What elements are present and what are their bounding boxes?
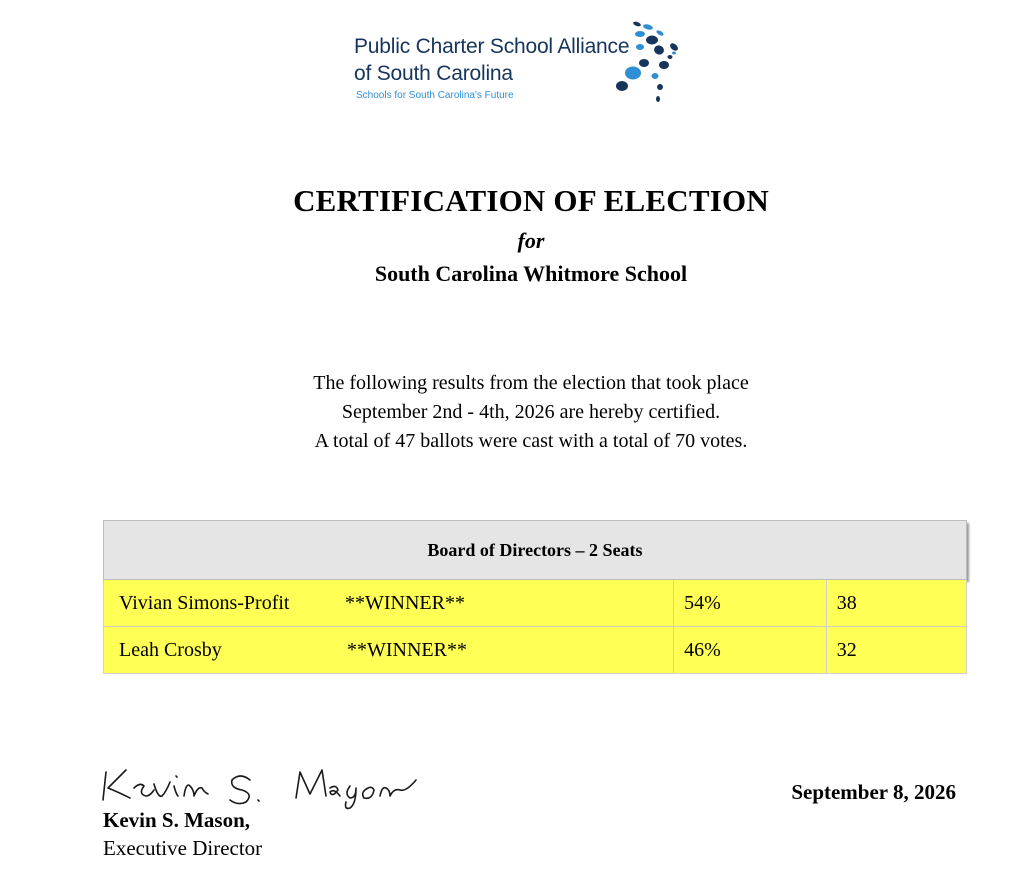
winner-label: **WINNER** xyxy=(347,638,467,661)
table-header-row xyxy=(104,521,967,580)
title-for: for xyxy=(517,228,545,253)
school-name: South Carolina Whitmore School xyxy=(374,261,688,286)
percent-cell: 46% xyxy=(674,627,827,674)
signer-title: Executive Director xyxy=(103,836,263,860)
results-table xyxy=(103,520,967,674)
handwritten-signature xyxy=(100,762,430,810)
certification-statement xyxy=(0,369,1024,456)
logo-line-1: Public Charter School Alliance xyxy=(354,35,630,58)
logo-tagline: Schools for South Carolina's Future xyxy=(356,90,514,101)
winner-label: **WINNER** xyxy=(345,591,465,614)
signer-name: Kevin S. Mason, xyxy=(103,808,251,832)
organization-logo xyxy=(354,20,734,110)
table-header: Board of Directors – 2 Seats xyxy=(104,521,967,580)
table-row xyxy=(104,627,967,674)
candidate-cell xyxy=(104,627,674,674)
statement-line-1: The following results from the election that took place xyxy=(313,372,749,394)
candidate-name: Vivian Simons-Profit xyxy=(119,591,290,614)
dots-mark-icon xyxy=(614,20,714,110)
votes-cell: 38 xyxy=(826,580,966,627)
votes-cell: 32 xyxy=(826,627,966,674)
logo-line-2: of South Carolina xyxy=(354,62,513,85)
candidate-cell xyxy=(104,580,674,627)
certification-date: September 8, 2026 xyxy=(791,780,956,804)
statement-line-2: September 2nd - 4th, 2026 are hereby certified. xyxy=(341,401,721,423)
statement-line-3: A total of 47 ballots were cast with a total of 70 votes. xyxy=(314,430,748,452)
candidate-name: Leah Crosby xyxy=(119,638,222,661)
document-title: CERTIFICATION OF ELECTION xyxy=(293,183,769,218)
percent-cell: 54% xyxy=(674,580,827,627)
table-row xyxy=(104,580,967,627)
